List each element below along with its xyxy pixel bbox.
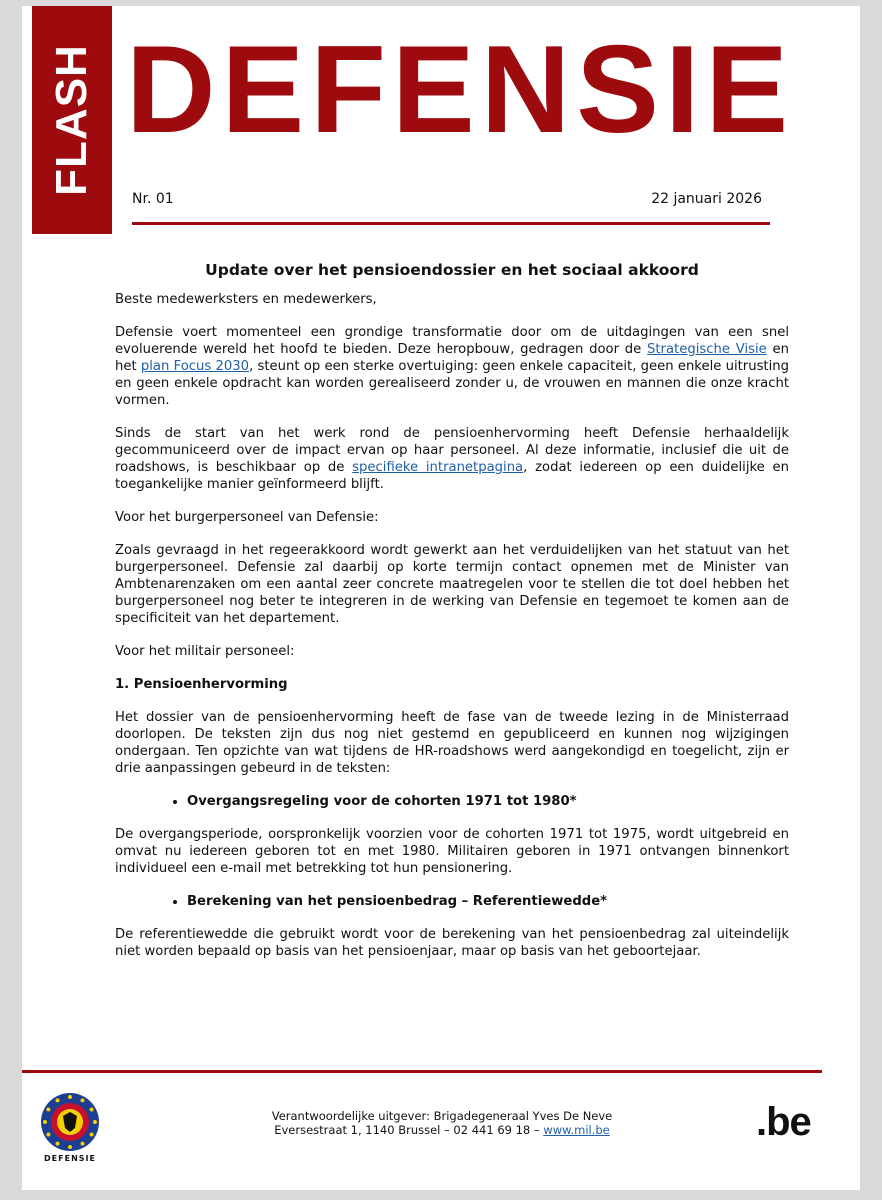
footer-divider <box>22 1070 822 1073</box>
flash-label: FLASH <box>47 44 96 196</box>
military-staff-intro: Voor het militair personeel: <box>115 644 295 659</box>
reference-salary-text: De referentiewedde die gebruikt wordt voor de berekening van het pensioenbedrag zal uiteindelijk niet worden bepaald op basis van het pensioenjaar, maar op basis van het geboortejaar. <box>115 927 789 959</box>
footer-info <box>222 1109 662 1137</box>
section-pension-reform-heading: 1. Pensioenhervorming <box>115 677 288 692</box>
strategische-visie-link[interactable]: Strategische Visie <box>647 342 767 357</box>
address-text: Eversestraat 1, 1140 Brussel – 02 441 69 18 – <box>274 1123 544 1137</box>
transition-text: De overgangsperiode, oorspronkelijk voorzien voor de cohorten 1971 tot 1975, wordt uitgebreid en omvat nu iedereen geboren tot en met 1980. Militairen geboren in 1971 ontvangen binnenkort individueel een e-mail met betrekking tot hun pensionering. <box>115 827 789 876</box>
header-divider <box>132 222 770 225</box>
paragraph-text: Sinds de start van het werk rond de pensioenhervorming heeft Defensie herhaaldelijk gecommuniceerd over de impact ervan op haar personeel. Al deze informatie, inclusief die uit de roadshows, is beschikbaar op de <box>115 426 789 475</box>
bullet-list-transition <box>115 793 789 810</box>
greeting: Beste medewerksters en medewerkers, <box>115 292 377 307</box>
civil-staff-intro: Voor het burgerpersoneel van Defensie: <box>115 510 379 525</box>
address-line <box>222 1123 662 1137</box>
publisher-line: Verantwoordelijke uitgever: Brigadegeneraal Yves De Neve <box>271 1109 613 1123</box>
paragraph-text: , steunt op een sterke overtuiging: geen enkele capaciteit, geen enkele uitrusting en geen enkele opdracht kan worden gerealiseerd zonder u, de vrouwen en mannen die onze kracht vormen. <box>115 359 789 408</box>
focus-2030-link[interactable]: plan Focus 2030 <box>140 359 250 374</box>
bullet-reference-salary: • Berekening van het pensioenbedrag – Referentiewedde* <box>187 893 789 910</box>
issue-number: Nr. 01 <box>132 191 174 207</box>
article-title: Update over het pensioendossier en het sociaal akkoord <box>205 261 699 279</box>
website-link[interactable]: www.mil.be <box>543 1123 610 1137</box>
masthead-title: DEFENSIE <box>126 21 795 159</box>
flash-banner <box>32 6 112 234</box>
paragraph-communication <box>115 425 789 493</box>
paragraph-text: en het <box>115 342 790 374</box>
intranet-page-link[interactable]: specifieke intranetpagina <box>352 460 524 475</box>
bullet-transition-cohorts: • Overgangsregeling voor de cohorten 1971 tot 1980* <box>187 793 789 810</box>
paragraph-text: Defensie voert momenteel een grondige transformatie door om de uitdagingen van een snel evoluerende wereld het hoofd te bieden. Deze heropbouw, gedragen door de <box>115 325 789 357</box>
issue-date: 22 januari 2026 <box>651 191 762 207</box>
civil-staff-text: Zoals gevraagd in het regeerakkoord wordt gewerkt aan het verduidelijken van het statuut van het burgerpersoneel. Defensie zal daarbij op korte termijn contact opnemen met de Minister van Ambtenarenzaken om een aantal zeer concrete maatregelen voor te stellen die tot doel hebben het burgerpersoneel nog beter te integreren in de werking van Defensie en tegemoet te komen aan de specificiteit van het departement. <box>115 543 789 626</box>
logo-label: DEFENSIE <box>44 1154 96 1163</box>
paragraph-transformation <box>115 324 789 409</box>
section-pension-reform-text: Het dossier van de pensioenhervorming heeft de fase van de tweede lezing in de Ministerraad doorlopen. De teksten zijn dus nog niet gestemd en gepubliceerd en kunnen nog wijzigingen ondergaan. Ten opzichte van wat tijdens de HR-roadshows werd aangekondigd en toegelicht, zijn er drie aanpassingen gebeurd in de teksten: <box>115 710 789 776</box>
newsletter-page <box>22 6 860 1190</box>
be-logo: .be <box>756 1100 811 1144</box>
article-body <box>115 262 789 976</box>
paragraph-text: , zodat iedereen op een duidelijke en toegankelijke manier geïnformeerd blijft. <box>115 460 790 492</box>
bullet-list-reference <box>115 893 789 910</box>
